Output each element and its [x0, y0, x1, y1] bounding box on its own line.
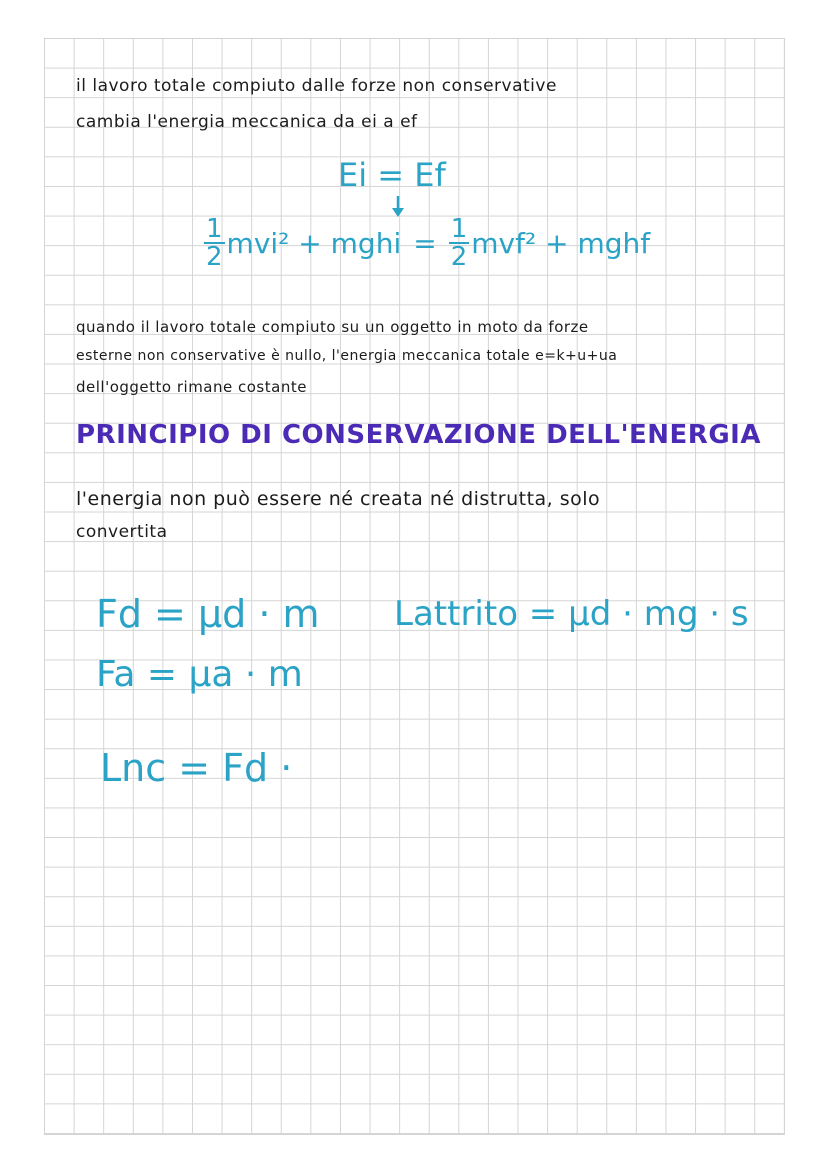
- principle-heading: PRINCIPIO DI CONSERVAZIONE DELL'ENERGIA: [76, 420, 761, 450]
- grid-paper-sheet: [44, 38, 785, 1135]
- principle-line-2: convertita: [76, 522, 168, 542]
- equation-ei: Ei: [338, 156, 368, 194]
- equation-left-terms: mvi² + mghi: [226, 226, 402, 260]
- paragraph2-line-3: dell'oggetto rimane costante: [76, 378, 307, 396]
- fraction-half-left: $\frac{1}{2}$: [206, 214, 223, 272]
- intro-line-1: il lavoro totale compiuto dalle forze non conservative: [76, 76, 557, 96]
- equation-equals-sign: =: [377, 156, 405, 194]
- expanded-energy-equation: [204, 216, 650, 270]
- formula-static-friction: Fa = μa · m: [96, 654, 303, 695]
- formula-nonconservative-work: Lnc = Fd ·: [100, 746, 293, 790]
- equation-right-terms: mvf² + mghf: [471, 226, 651, 260]
- formula-friction-work: Lattrito = μd · mg · s: [394, 594, 749, 634]
- principle-line-1: l'energia non può essere né creata né distrutta, solo: [76, 488, 601, 510]
- equation-equals: =: [413, 226, 437, 260]
- equation-ef: Ef: [414, 156, 446, 194]
- fraction-half-right: $\frac{1}{2}$: [450, 214, 468, 272]
- paragraph2-line-2: esterne non conservative è nullo, l'energia meccanica totale e=k+u+ua: [76, 348, 618, 364]
- intro-line-2: cambia l'energia meccanica da ei a ef: [76, 112, 418, 132]
- paragraph2-line-1: quando il lavoro totale compiuto su un oggetto in moto da forze: [76, 318, 589, 336]
- formula-dynamic-friction: Fd = μd · m: [96, 592, 320, 636]
- energy-equality-equation: [338, 156, 446, 194]
